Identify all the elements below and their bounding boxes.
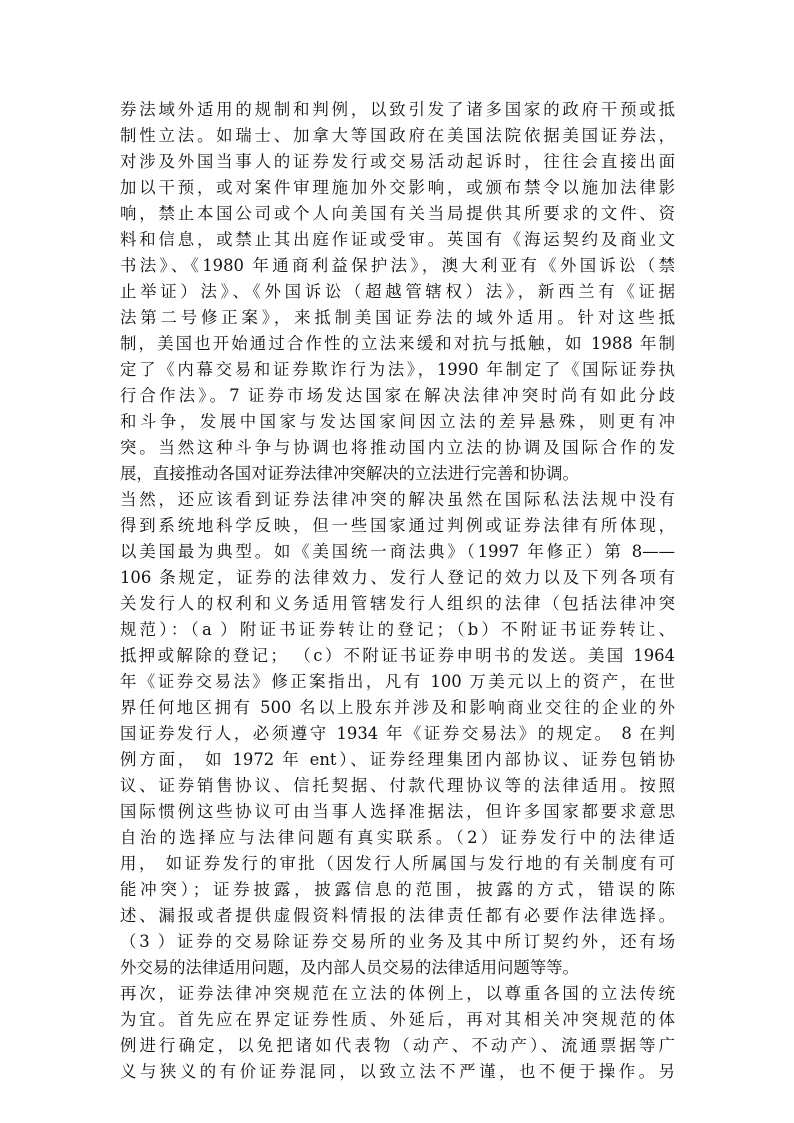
text-line: 制性立法。如瑞士、加拿大等国政府在美国法院依据美国证券法， [120, 126, 675, 145]
text-line: 制，美国也开始通过合作性的立法来缓和对抗与抵触，如 1988 年制 [120, 334, 675, 353]
text-line: 行合作法》。7 证券市场发达国家在解决法律冲突时尚有如此分歧 [120, 386, 675, 405]
text-line: 对涉及外国当事人的证券发行或交易活动起诉时，往往会直接出面 [120, 152, 675, 171]
text-line: 券法域外适用的规制和判例，以致引发了诸多国家的政府干预或抵 [120, 100, 675, 119]
text-line: 能冲突）；证券披露，披露信息的范围，披露的方式，错误的陈 [120, 880, 675, 899]
text-line: 止举证）法》、《外国诉讼（超越管辖权）法》，新西兰有《证据 [120, 282, 675, 301]
text-line: 义与狭义的有价证券混同，以致立法不严谨，也不便于操作。另 [120, 1062, 675, 1081]
text-line: 国际惯例这些协议可由当事人选择准据法，但许多国家都要求意思 [120, 802, 675, 821]
text-line: 法第二号修正案》，来抵制美国证券法的域外适用。针对这些抵 [120, 308, 675, 327]
text-line: 用， 如证券发行的审批（因发行人所属国与发行地的有关制度有可 [120, 854, 675, 873]
text-line: 突。当然这种斗争与协调也将推动国内立法的协调及国际合作的发 [120, 438, 675, 457]
text-line: 料和信息，或禁止其出庭作证或受审。英国有《海运契约及商业文 [120, 230, 675, 249]
text-line: 例方面， 如 1972 年 ent）、证券经理集团内部协议、证券包销协 [120, 750, 675, 769]
text-line: 界任何地区拥有 500 名以上股东并涉及和影响商业交往的企业的外 [120, 698, 675, 717]
text-line: 为宜。首先应在界定证券性质、外延后，再对其相关冲突规范的体 [120, 1010, 675, 1029]
text-line: 议、证券销售协议、信托契据、付款代理协议等的法律适用。按照 [120, 776, 675, 795]
text-line: 响，禁止本国公司或个人向美国有关当局提供其所要求的文件、资 [120, 204, 675, 223]
text-line: 当然，还应该看到证券法律冲突的解决虽然在国际私法法规中没有 [120, 490, 675, 509]
text-line: 规范）：（a ）附证书证券转让的登记；（b）不附证书证券转让、 [120, 620, 675, 639]
text-line: 以美国最为典型。如《美国统一商法典》（1997 年修正）第 8—— [120, 542, 675, 561]
text-line: 得到系统地科学反映，但一些国家通过判例或证券法律有所体现， [120, 516, 675, 535]
text-line: 抵押或解除的登记； （c）不附证书证券申明书的发送。美国 1964 [120, 646, 675, 665]
text-line: 关发行人的权利和义务适用管辖发行人组织的法律（包括法律冲突 [120, 594, 675, 613]
text-line: 书法》、《1980 年通商利益保护法》，澳大利亚有《外国诉讼（禁 [120, 256, 675, 275]
document-body [120, 97, 675, 1085]
text-line: 外交易的法律适用问题，及内部人员交易的法律适用问题等等。 [120, 958, 579, 977]
text-line: 展，直接推动各国对证券法律冲突解决的立法进行完善和协调。 [120, 464, 579, 483]
text-line: 年《证券交易法》修正案指出，凡有 100 万美元以上的资产，在世 [120, 672, 675, 691]
text-line: 和斗争，发展中国家与发达国家间因立法的差异悬殊，则更有冲 [120, 412, 675, 431]
text-line: 定了《内幕交易和证券欺诈行为法》，1990 年制定了《国际证券执 [120, 360, 675, 379]
text-line: 述、漏报或者提供虚假资料情报的法律责任都有必要作法律选择。 [120, 906, 675, 925]
text-line: 自治的选择应与法律问题有真实联系。（2）证券发行中的法律适 [120, 828, 675, 847]
text-line: 106 条规定，证券的法律效力、发行人登记的效力以及下列各项有 [120, 568, 675, 587]
text-line: 例进行确定，以免把诸如代表物（动产、不动产）、流通票据等广 [120, 1036, 675, 1055]
text-line: 国证券发行人，必须遵守 1934 年《证券交易法》的规定。 8 在判 [120, 724, 675, 743]
text-line: （3 ）证券的交易除证券交易所的业务及其中所订契约外，还有场 [120, 932, 675, 951]
text-line: 再次，证券法律冲突规范在立法的体例上，以尊重各国的立法传统 [120, 984, 675, 1003]
text-line: 加以干预，或对案件审理施加外交影响，或颁布禁令以施加法律影 [120, 178, 675, 197]
